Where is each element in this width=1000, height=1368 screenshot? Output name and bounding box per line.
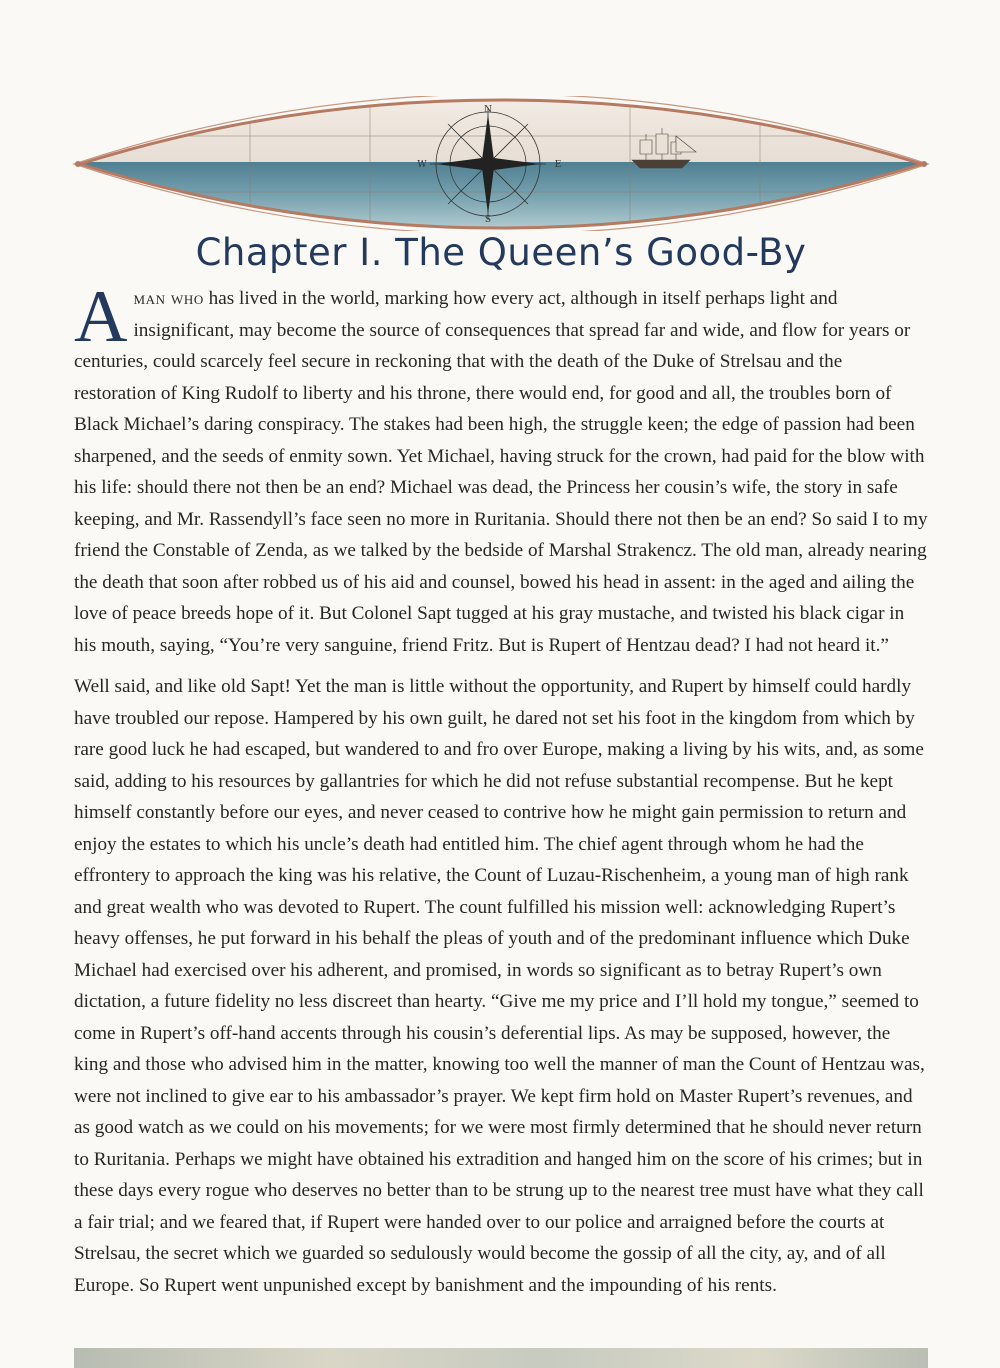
- compass-west-label: W: [417, 160, 427, 170]
- compass-sea-ornament: [70, 96, 932, 231]
- drop-cap: A: [74, 276, 128, 358]
- illustration-top-edge: [74, 1348, 928, 1368]
- compass-north-label: N: [484, 105, 492, 115]
- paragraph: [74, 276, 928, 661]
- compass-south-label: S: [484, 215, 492, 225]
- small-caps-lead: man who: [133, 288, 204, 309]
- paragraph-text: has lived in the world, marking how every act, although in itself perhaps light and insignificant, may become the source of consequences that spread far and wide, and flow for years or centuries, could scarcely feel secure in reckoning that with the death of the Duke of Strelsau and the restoration of King Rudolf to liberty and his throne, there would end, for good and all, the troubles born of Black Michael’s daring conspiracy. The stakes had been high, the struggle keen; the edge of passion had been sharpened, and the seeds of enmity sown. Yet Michael, having struck for the crown, had paid for the blow with his life: should there not then be an end? Michael was dead, the Princess her cousin’s wife, the story in safe keeping, and Mr. Rassendyll’s face seen no more in Ruritania. Should there not then be an end? So said I to my friend the Constable of Zenda, as we talked by the bedside of Marshal Strakencz. The old man, already nearing the death that soon after robbed us of his aid and counsel, bowed his head in assent: in the aged and ailing the love of peace breeds hope of it. But Colonel Sapt tugged at his gray mustache, and twisted his black cigar in his mouth, saying, “You’re very sanguine, friend Fritz. But is Rupert of Hentzau dead? I had not heard it.”: [74, 288, 928, 656]
- chapter-title: Chapter I. The Queen’s Good-By: [195, 231, 807, 274]
- compass-east-label: E: [554, 160, 562, 170]
- chapter-body: [74, 276, 928, 1311]
- paragraph: Well said, and like old Sapt! Yet the man is little without the opportunity, and Rupert by himself could hardly have troubled our repose. Hampered by his own guilt, he dared not set his foot in the kingdom from which by rare good luck he had escaped, but wandered to and fro over Europe, making a living by his wits, and, as some said, adding to his resources by gallantries for which he did not refuse substantial recompense. But he kept himself constantly before our eyes, and never ceased to contrive how he might gain permission to return and enjoy the estates to which his uncle’s death had entitled him. The chief agent through whom he had the effrontery to approach the king was his relative, the Count of Luzau-Rischenheim, a young man of high rank and great wealth who was devoted to Rupert. The count fulfilled his mission well: acknowledging Rupert’s heavy offenses, he put forward in his behalf the pleas of youth and of the predominant influence which Duke Michael had exercised over his adherent, and promised, in words so significant as to betray Rupert’s own dictation, a future fidelity no less discreet than hearty. “Give me my price and I’ll hold my tongue,” seemed to come in Rupert’s off-hand accents through his cousin’s deferential lips. As may be supposed, however, the king and those who advised him in the matter, knowing too well the manner of man the Count of Hentzau was, were not inclined to give ear to his ambassador’s prayer. We kept firm hold on Master Rupert’s revenues, and as good watch as we could on his movements; for we were most firmly determined that he should never return to Ruritania. Perhaps we might have obtained his extradition and hanged him on the score of his crimes; but in these days every rogue who deserves no better than to be strung up to the nearest tree must have what they call a fair trial; and we feared that, if Rupert were handed over to our police and arraigned before the courts at Strelsau, the secret which we guarded so sedulously would become the gossip of all the city, ay, and of all Europe. So Rupert went unpunished except by banishment and the impounding of his rents.: [74, 676, 925, 1296]
